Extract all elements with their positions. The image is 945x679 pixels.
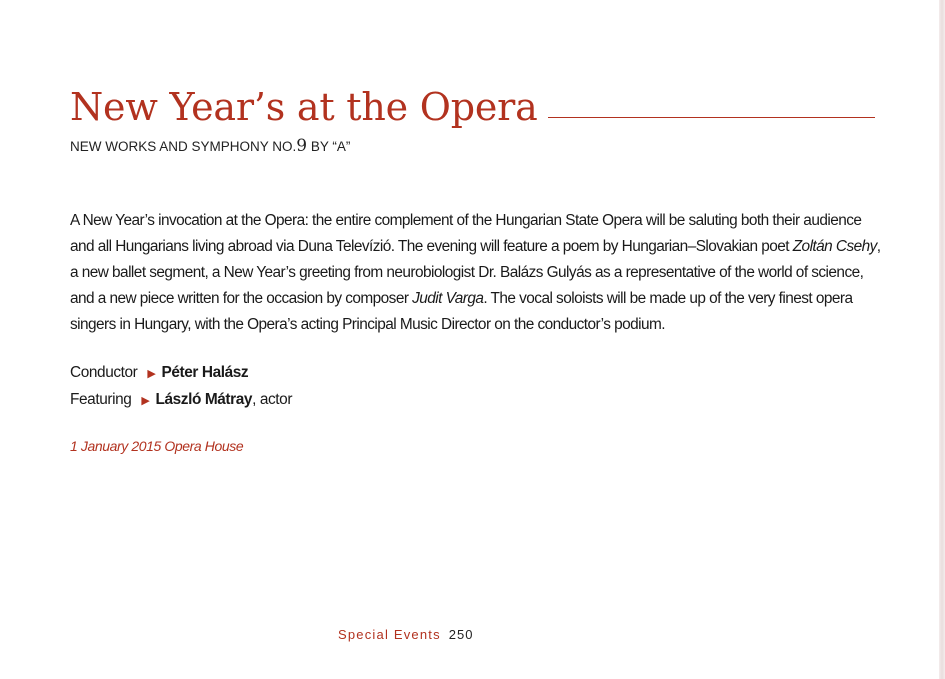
conductor-label: Conductor xyxy=(70,364,138,381)
arrow-right-icon: ▶ xyxy=(147,368,156,380)
description-part-2: , a new ballet segment, a New Year’s greeting from neurobiologist Dr. Balázs Gulyás as a representative of the world of science, and a new piece written for the occasion by composer xyxy=(70,238,881,307)
title-rule xyxy=(548,117,875,118)
poet-name: Zoltán Csehy xyxy=(792,238,877,255)
subtitle-number: 9 xyxy=(296,136,308,156)
subtitle-prefix: NEW WORKS AND SYMPHONY NO. xyxy=(70,139,297,154)
conductor-line xyxy=(70,360,292,387)
featuring-name: László Mátray xyxy=(155,391,253,408)
description-paragraph xyxy=(70,208,885,338)
description-part-3: . The vocal soloists will be made up of the very finest opera singers in Hungary, with the Opera’s acting Principal Music Director on the conductor’s podium. xyxy=(70,290,853,333)
title-row xyxy=(70,85,875,129)
page-number: 250 xyxy=(448,627,474,642)
credits xyxy=(70,360,292,414)
featuring-line xyxy=(70,387,292,414)
description-part-1: A New Year’s invocation at the Opera: the entire complement of the Hungarian State Opera will be saluting both their audience and all Hungarians living abroad via Duna Televízió. The evening will feature a poem by Hungarian–Slovakian poet xyxy=(70,212,862,255)
footer-section-title: Special Events xyxy=(338,627,441,642)
featuring-role: , actor xyxy=(252,391,293,408)
page-footer xyxy=(338,627,474,642)
composer-name: Judit Varga xyxy=(412,290,484,307)
subtitle xyxy=(70,136,350,156)
arrow-right-icon: ▶ xyxy=(141,395,150,407)
page-edge xyxy=(939,0,945,679)
event-date-venue: 1 January 2015 Opera House xyxy=(70,438,244,454)
featuring-label: Featuring xyxy=(70,391,132,408)
page-title: New Year’s at the Opera xyxy=(70,85,538,129)
subtitle-suffix: BY “A” xyxy=(307,139,351,154)
conductor-name: Péter Halász xyxy=(161,364,249,381)
